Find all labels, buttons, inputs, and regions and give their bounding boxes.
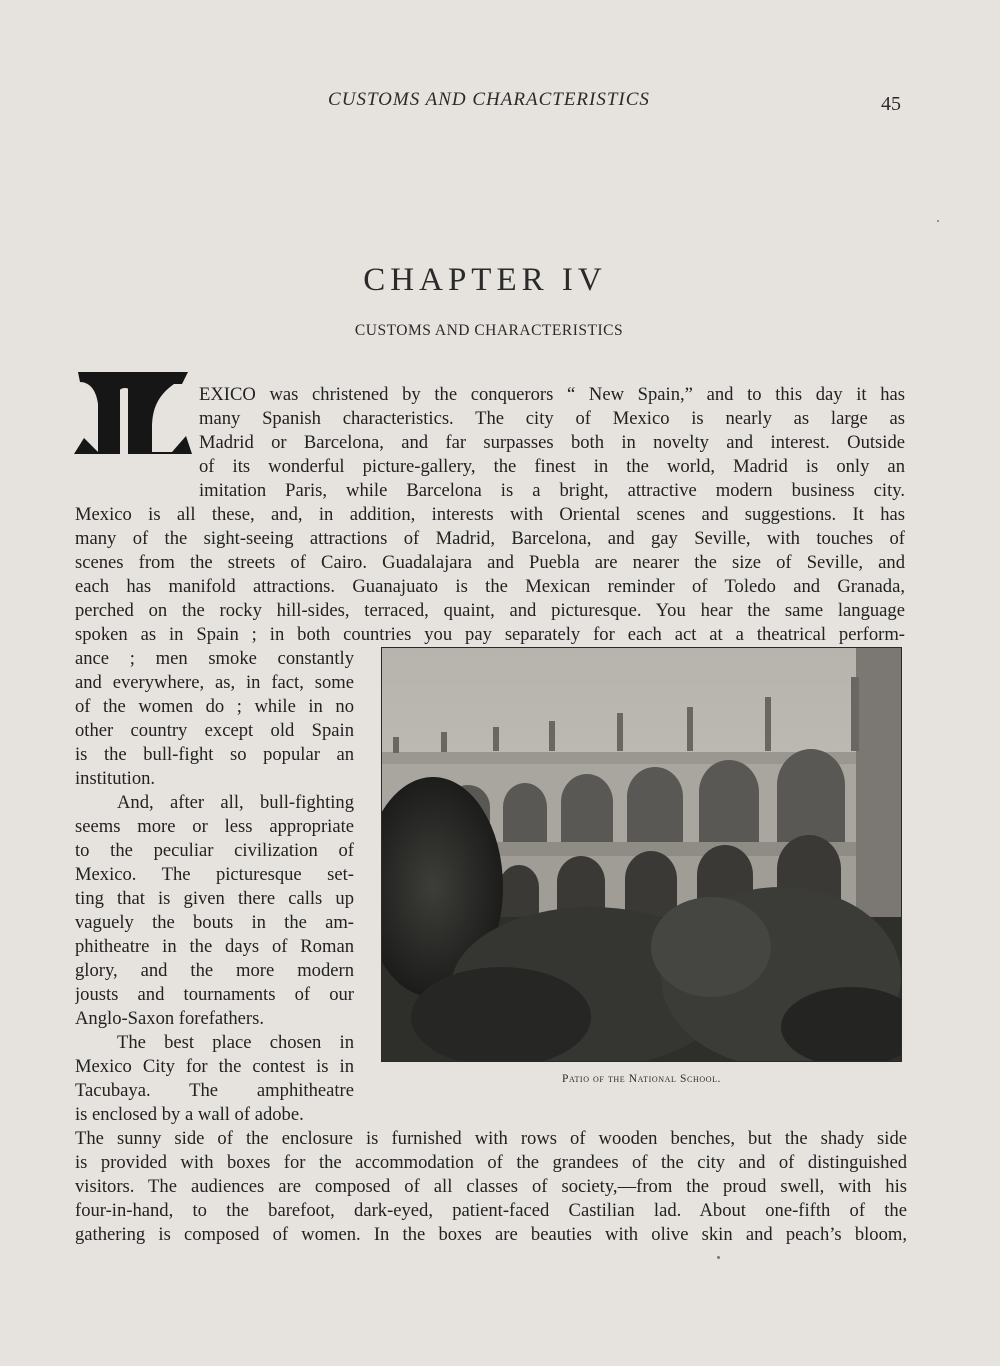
text-line: other country except old Spain <box>75 720 354 741</box>
text-line: many Spanish characteristics. The city of Mexico is nearly as large as <box>199 408 905 429</box>
text-line: perched on the rocky hill-sides, terraced, quaint, and picturesque. You hear the same language <box>75 600 905 621</box>
text-line: of its wonderful picture-gallery, the finest in the world, Madrid is only an <box>199 456 905 477</box>
paper-speck <box>717 1256 720 1259</box>
text-line: of the women do ; while in no <box>75 696 354 717</box>
text-line: four-in-hand, to the barefoot, dark-eyed, patient-faced Castilian lad. About one-fifth of the <box>75 1200 907 1221</box>
text-line: ance ; men smoke constantly <box>75 648 354 669</box>
text-line: visitors. The audiences are composed of all classes of society,—from the proud swell, with his <box>75 1176 907 1197</box>
text-line: The sunny side of the enclosure is furnished with rows of wooden benches, but the shady side <box>75 1128 907 1149</box>
page-number: 45 <box>881 93 901 115</box>
text-line: ting that is given there calls up <box>75 888 354 909</box>
text-line: institution. <box>75 768 156 789</box>
text-line: Mexico. The picturesque set- <box>75 864 354 885</box>
text-line: And, after all, bull-fighting <box>117 792 354 813</box>
text-line: glory, and the more modern <box>75 960 354 981</box>
running-head: CUSTOMS AND CHARACTERISTICS <box>328 89 650 110</box>
text-line: The best place chosen in <box>117 1032 354 1053</box>
text-line: each has manifold attractions. Guanajuato is the Mexican reminder of Toledo and Granada, <box>75 576 905 597</box>
text-line: and everywhere, as, in fact, some <box>75 672 354 693</box>
text-line: gathering is composed of women. In the boxes are beauties with olive skin and peach’s bloom, <box>75 1224 907 1245</box>
text-line: Tacubaya. The amphitheatre <box>75 1080 354 1101</box>
text-line: is provided with boxes for the accommodation of the grandees of the city and of distinguished <box>75 1152 907 1173</box>
text-line: many of the sight-seeing attractions of Madrid, Barcelona, and gay Seville, with touches of <box>75 528 905 549</box>
chapter-subtitle: CUSTOMS AND CHARACTERISTICS <box>354 322 624 339</box>
chapter-title: CHAPTER IV <box>363 262 607 298</box>
text-line: Mexico City for the contest is in <box>75 1056 354 1077</box>
text-line: is the bull-fight so popular an <box>75 744 354 765</box>
text-line: is enclosed by a wall of adobe. <box>75 1104 304 1125</box>
text-line: Mexico is all these, and, in addition, interests with Oriental scenes and suggestions. It has <box>75 504 905 525</box>
text-line: imitation Paris, while Barcelona is a bright, attractive modern business city. <box>199 480 905 501</box>
text-line: phitheatre in the days of Roman <box>75 936 354 957</box>
text-line: jousts and tournaments of our <box>75 984 354 1005</box>
patio-photograph <box>381 647 902 1062</box>
dropcap-m-ornament <box>74 366 192 458</box>
text-line: Madrid or Barcelona, and far surpasses both in novelty and interest. Outside <box>199 432 905 453</box>
text-line: seems more or less appropriate <box>75 816 354 837</box>
figure-caption: Patio of the National School. <box>561 1073 722 1085</box>
text-line: vaguely the bouts in the am- <box>75 912 354 933</box>
text-line: Anglo-Saxon forefathers. <box>75 1008 264 1029</box>
text-line: spoken as in Spain ; in both countries you pay separately for each act at a theatrical perform- <box>75 624 905 645</box>
text-line: EXICO was christened by the conquerors “ New Spain,” and to this day it has <box>199 384 905 405</box>
paper-speck <box>937 220 939 222</box>
text-line: scenes from the streets of Cairo. Guadalajara and Puebla are nearer the size of Seville, and <box>75 552 905 573</box>
text-line: to the peculiar civilization of <box>75 840 354 861</box>
